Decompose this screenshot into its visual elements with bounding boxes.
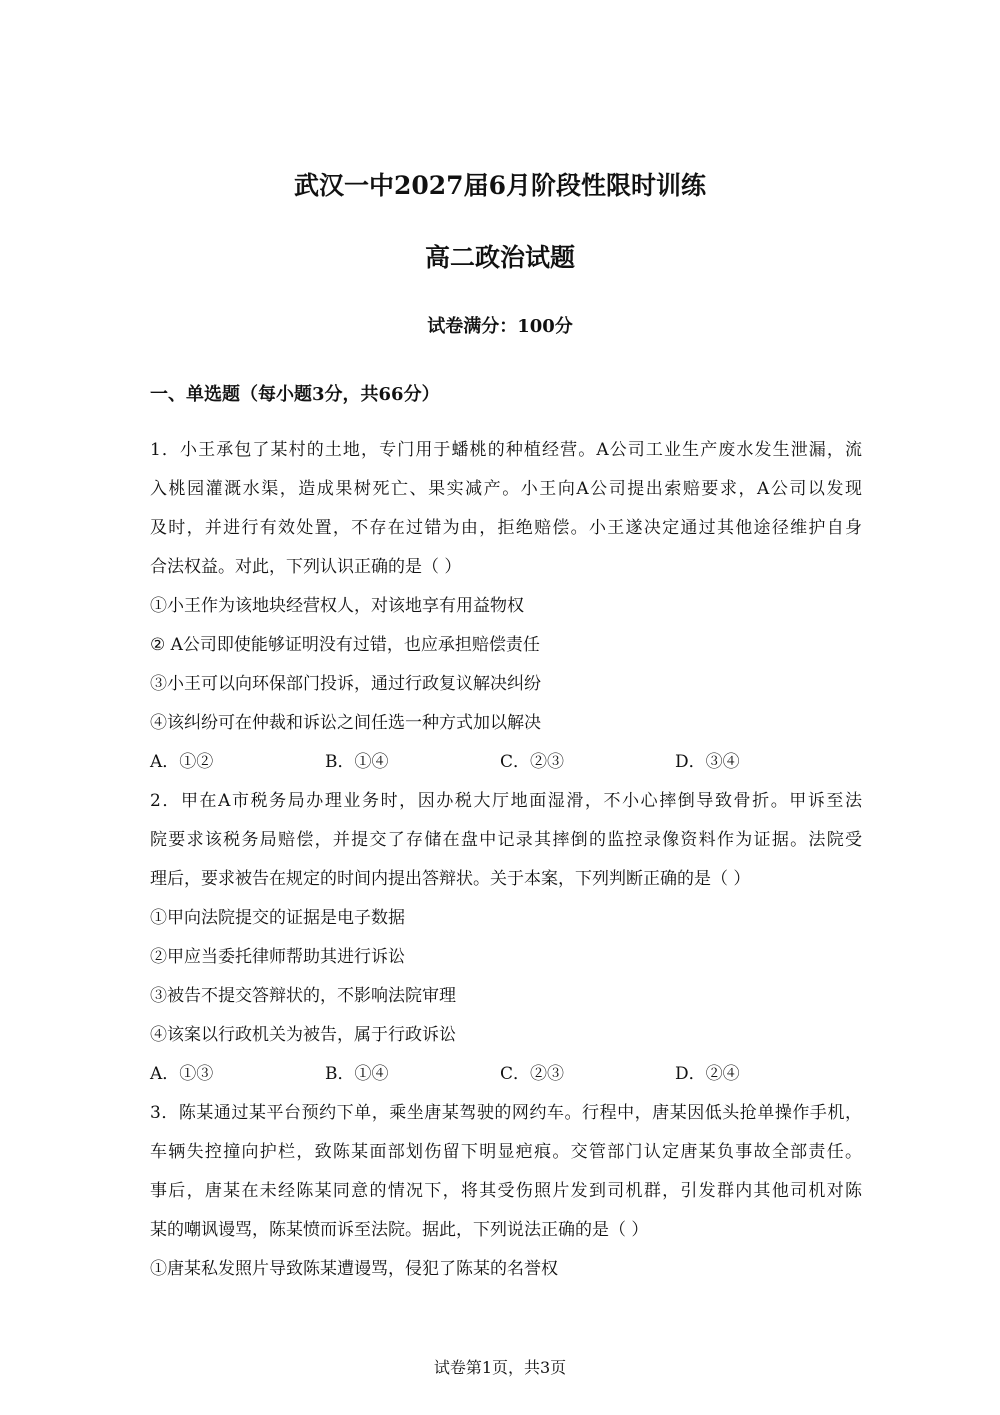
statement-item: ④该纠纷可在仲裁和诉讼之间任选一种方式加以解决 bbox=[150, 713, 541, 733]
question-stem-line: 某的嘲讽谩骂，陈某愤而诉至法院。据此，下列说法正确的是（ ） bbox=[150, 1220, 649, 1240]
option-c: C．②③ bbox=[500, 752, 565, 772]
statement-item: ② A公司即使能够证明没有过错，也应承担赔偿责任 bbox=[150, 635, 540, 655]
exam-title: 武汉一中2027届6月阶段性限时训练 bbox=[294, 171, 706, 200]
answer-options bbox=[150, 1056, 862, 1095]
answer-options bbox=[150, 744, 862, 783]
question-stem-line: 理后，要求被告在规定的时间内提出答辩状。关于本案，下列判断正确的是（ ） bbox=[150, 869, 751, 889]
questions-container bbox=[150, 432, 862, 1290]
question-stem-line: 3．陈某通过某平台预约下单，乘坐唐某驾驶的网约车。行程中，唐某因低头抢单操作手机， bbox=[150, 1103, 862, 1123]
option-a: A．①② bbox=[150, 752, 214, 772]
question-stem-line: 院要求该税务局赔偿，并提交了存储在盘中记录其摔倒的监控录像资料作为证据。法院受 bbox=[150, 830, 862, 850]
option-b: B．①④ bbox=[325, 752, 389, 772]
option-a: A．①③ bbox=[150, 1064, 214, 1084]
statement-item: ③小王可以向环保部门投诉，通过行政复议解决纠纷 bbox=[150, 674, 541, 694]
option-d: D．③④ bbox=[675, 752, 740, 772]
question-stem-line: 车辆失控撞向护栏，致陈某面部划伤留下明显疤痕。交管部门认定唐某负事故全部责任。 bbox=[150, 1142, 862, 1162]
option-c: C．②③ bbox=[500, 1064, 565, 1084]
question-3 bbox=[150, 1095, 862, 1290]
statement-item: ③被告不提交答辩状的，不影响法院审理 bbox=[150, 986, 456, 1006]
question-stem-line: 2．甲在A市税务局办理业务时，因办税大厅地面湿滑，不小心摔倒导致骨折。甲诉至法 bbox=[150, 791, 862, 811]
option-b: B．①④ bbox=[325, 1064, 389, 1084]
statement-item: ①唐某私发照片导致陈某遭谩骂，侵犯了陈某的名誉权 bbox=[150, 1259, 558, 1279]
statement-item: ④该案以行政机关为被告，属于行政诉讼 bbox=[150, 1025, 456, 1045]
statement-item: ②甲应当委托律师帮助其进行诉讼 bbox=[150, 947, 405, 967]
question-stem-line: 1．小王承包了某村的土地，专门用于蟠桃的种植经营。A公司工业生产废水发生泄漏，流 bbox=[150, 440, 862, 460]
question-stem-line: 入桃园灌溉水渠，造成果树死亡、果实减产。小王向A公司提出索赔要求，A公司以发现 bbox=[150, 479, 862, 499]
question-stem-line: 及时，并进行有效处置，不存在过错为由，拒绝赔偿。小王遂决定通过其他途径维护自身 bbox=[150, 518, 862, 538]
statement-item: ①小王作为该地块经营权人，对该地享有用益物权 bbox=[150, 596, 524, 616]
question-stem-line: 事后，唐某在未经陈某同意的情况下，将其受伤照片发到司机群，引发群内其他司机对陈 bbox=[150, 1181, 862, 1201]
question-stem-line: 合法权益。对此，下列认识正确的是（ ） bbox=[150, 557, 462, 577]
section-heading: 一、单选题（每小题3分，共66分） bbox=[150, 384, 440, 405]
option-d: D．②④ bbox=[675, 1064, 740, 1084]
exam-subtitle: 高二政治试题 bbox=[424, 243, 575, 272]
page-footer: 试卷第1页，共3页 bbox=[433, 1358, 567, 1377]
full-score-label: 试卷满分：100分 bbox=[427, 316, 573, 337]
question-2 bbox=[150, 783, 862, 1095]
statement-item: ①甲向法院提交的证据是电子数据 bbox=[150, 908, 405, 928]
question-1 bbox=[150, 432, 862, 783]
